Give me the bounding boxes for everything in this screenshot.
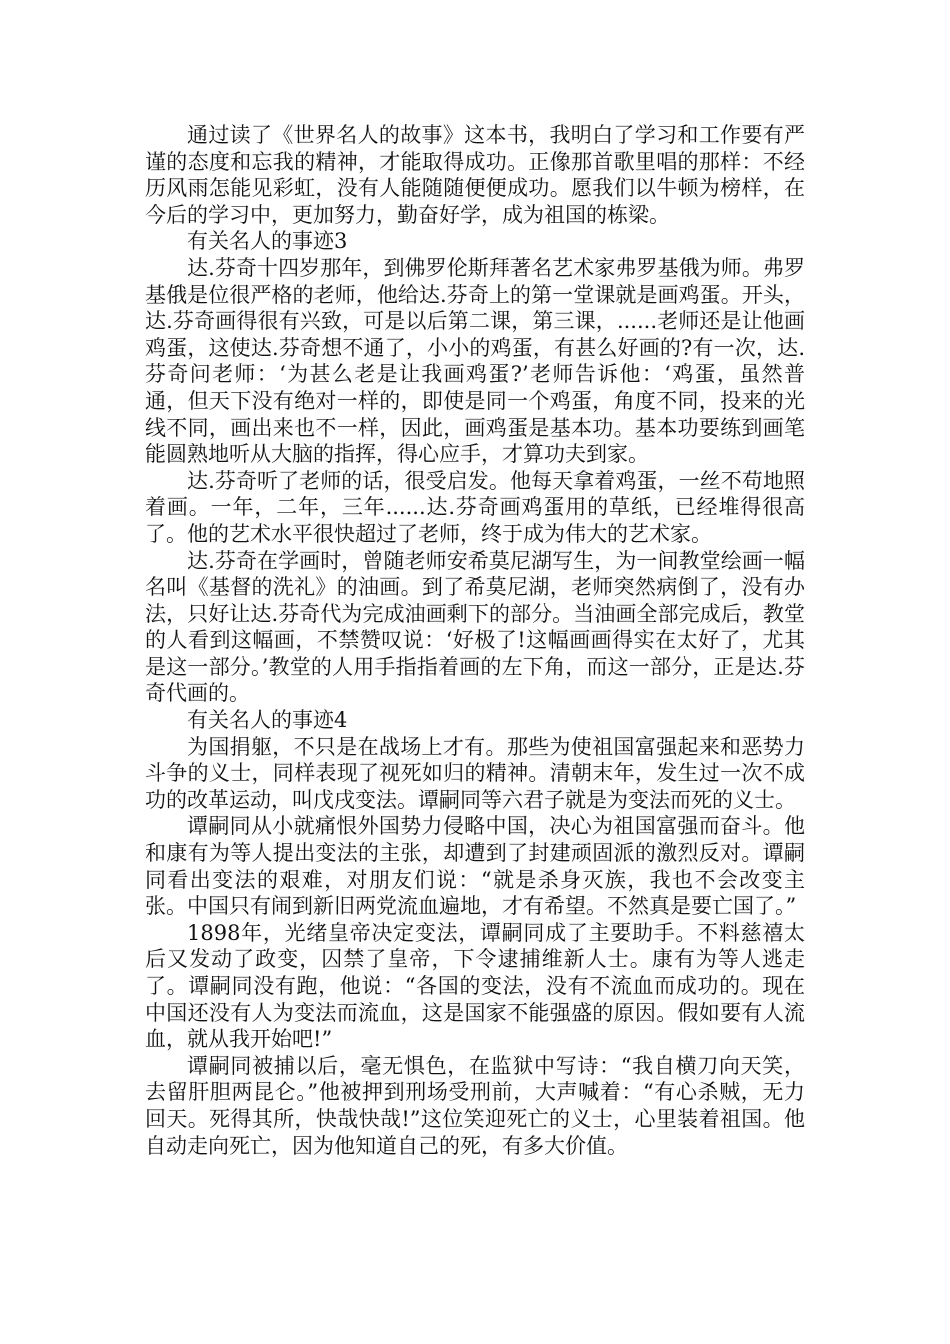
paragraph-tan-sitong-execution: 谭嗣同被捕以后，毫无惧色，在监狱中写诗：“我自横刀向天笑，去留肝胆两昆仑。”他被押到刑场受刑前，大声喊着：“有心杀贼，无力回天。死得其所，快哉快哉!”这位笑迎死亡的义士，心里装着祖国。他自动走向死亡，因为他知道自己的死，有多大价值。 xyxy=(145,1053,805,1158)
paragraph-davinci-egg: 达.芬奇十四岁那年，到佛罗伦斯拜著名艺术家弗罗基俄为师。弗罗基俄是位很严格的老师，他给达.芬奇上的第一堂课就是画鸡蛋。开头，达.芬奇画得很有兴致，可是以后第二课，第三课，......老师还是让他画鸡蛋，这使达.芬奇想不通了，小小的鸡蛋，有甚么好画的?有一次，达.芬奇问老师：‘为甚么老是让我画鸡蛋?’老师告诉他：‘鸡蛋，虽然普通，但天下没有绝对一样的，即使是同一个鸡蛋，角度不同，投来的光线不同，画出来也不一样，因此，画鸡蛋是基本功。基本功要练到画笔能圆熟地听从大脑的指挥，得心应手，才算功夫到家。 xyxy=(145,255,805,467)
document-page xyxy=(145,122,805,1159)
paragraph-conclusion: 通过读了《世界名人的故事》这本书，我明白了学习和工作要有严谨的态度和忘我的精神，才能取得成功。正像那首歌里唱的那样：不经历风雨怎能见彩虹，没有人能随随便便成功。愿我们以牛顿为榜样，在今后的学习中，更加努力，勤奋好学，成为祖国的栋梁。 xyxy=(145,123,805,227)
section-heading-3: 有关名人的事迹3 xyxy=(187,229,348,254)
paragraph-davinci-painting: 达.芬奇在学画时，曾随老师安希莫尼湖写生，为一间教堂绘画一幅名叫《基督的洗礼》的油画。到了希莫尼湖，老师突然病倒了，没有办法，只好让达.芬奇代为完成油画剩下的部分。当油画全部完成后，教堂的人看到这幅画，不禁赞叹说：‘好极了!这幅画画得实在太好了，尤其是这一部分。’教堂的人用手指指着画的左下角，而这一部分，正是达.芬奇代画的。 xyxy=(145,548,805,706)
paragraph-davinci-practice: 达.芬奇听了老师的话，很受启发。他每天拿着鸡蛋，一丝不苟地照着画。一年，二年，三年......达.芬奇画鸡蛋用的草纸，已经堆得很高了。他的艺术水平很快超过了老师，终于成为伟大的艺术家。 xyxy=(145,468,805,546)
paragraph-martyrs-intro: 为国捐躯，不只是在战场上才有。那些为使祖国富强起来和恶势力斗争的义士，同样表现了视死如归的精神。清朝末年，发生过一次不成功的改革运动，叫戊戌变法。谭嗣同等六君子就是为变法而死的义士。 xyxy=(145,734,805,812)
paragraph-tan-sitong-reform: 谭嗣同从小就痛恨外国势力侵略中国，决心为祖国富强而奋斗。他和康有为等人提出变法的主张，却遭到了封建顽固派的激烈反对。谭嗣同看出变法的艰难，对朋友们说：“就是杀身灭族，我也不会改变主张。中国只有闹到新旧两党流血遍地，才有希望。不然真是要亡国了。” xyxy=(145,814,805,919)
paragraph-1898-reform: 1898年，光绪皇帝决定变法，谭嗣同成了主要助手。不料慈禧太后又发动了政变，囚禁了皇帝，下令逮捕维新人士。康有为等人逃走了。谭嗣同没有跑，他说：“各国的变法，没有不流血而成功的。现在中国还没有人为变法而流血，这是国家不能强盛的原因。假如要有人流血，就从我开始吧!” xyxy=(145,920,805,1052)
section-heading-4: 有关名人的事迹4 xyxy=(187,708,348,733)
